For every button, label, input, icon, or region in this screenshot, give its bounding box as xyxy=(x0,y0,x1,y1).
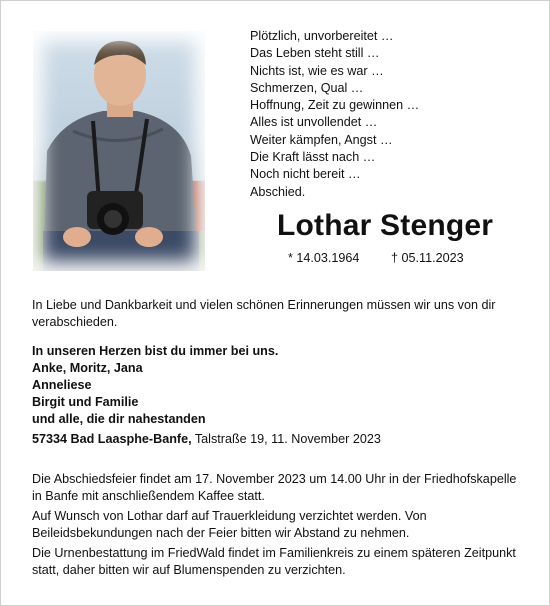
deceased-name: Lothar Stenger xyxy=(277,209,494,242)
family-line: Anneliese xyxy=(32,378,92,392)
death-date: † 05.11.2023 xyxy=(391,251,464,265)
poem-line: Die Kraft lässt nach … xyxy=(250,150,376,165)
family-line: Birgit und Familie xyxy=(32,395,139,409)
poem xyxy=(250,28,419,201)
place-and-date xyxy=(32,431,529,448)
family-line: und alle, die dir nahestanden xyxy=(32,412,206,426)
poem-line: Das Leben steht still … xyxy=(250,46,380,61)
poem-line: Schmerzen, Qual … xyxy=(250,80,364,95)
family-line: Anke, Moritz, Jana xyxy=(32,361,143,375)
intro-text: In Liebe und Dankbarkeit und vielen schönen Erinnerungen müssen wir uns von dir verabschieden. xyxy=(32,298,496,329)
place-town: 57334 Bad Laasphe-Banfe, xyxy=(32,432,192,446)
poem-line: Plötzlich, unvorbereitet … xyxy=(250,29,394,43)
poem-line: Noch nicht bereit … xyxy=(250,167,361,182)
family-signature xyxy=(32,343,529,428)
poem-line: Alles ist unvollendet … xyxy=(250,115,378,130)
burial-text: Die Urnenbestattung im FriedWald findet im Familienkreis zu einem späteren Zeitpunkt statt, daher bitten wir auf Blumenspenden zu verzichten. xyxy=(32,546,516,577)
portrait-illustration xyxy=(33,31,205,271)
poem-line: Abschied. xyxy=(250,184,306,199)
poem-line: Weiter kämpfen, Angst … xyxy=(250,132,393,147)
portrait-photo xyxy=(33,31,205,271)
birth-date: * 14.03.1964 xyxy=(288,251,360,265)
ceremony-text: Die Abschiedsfeier findet am 17. November 2023 um 14.00 Uhr in der Friedhofskapelle in Banfe mit anschließendem Kaffee statt. xyxy=(32,472,517,503)
poem-line: Hoffnung, Zeit zu gewinnen … xyxy=(250,98,420,113)
family-line: In unseren Herzen bist du immer bei uns. xyxy=(32,344,279,358)
poem-line: Nichts ist, wie es war … xyxy=(250,63,384,78)
place-address-date: Talstraße 19, 11. November 2023 xyxy=(191,432,381,446)
dress-text: Auf Wunsch von Lothar darf auf Trauerkleidung verzichtet werden. Von Beileidsbekundungen nach der Feier bitten wir Abstand zu nehmen. xyxy=(32,509,427,540)
